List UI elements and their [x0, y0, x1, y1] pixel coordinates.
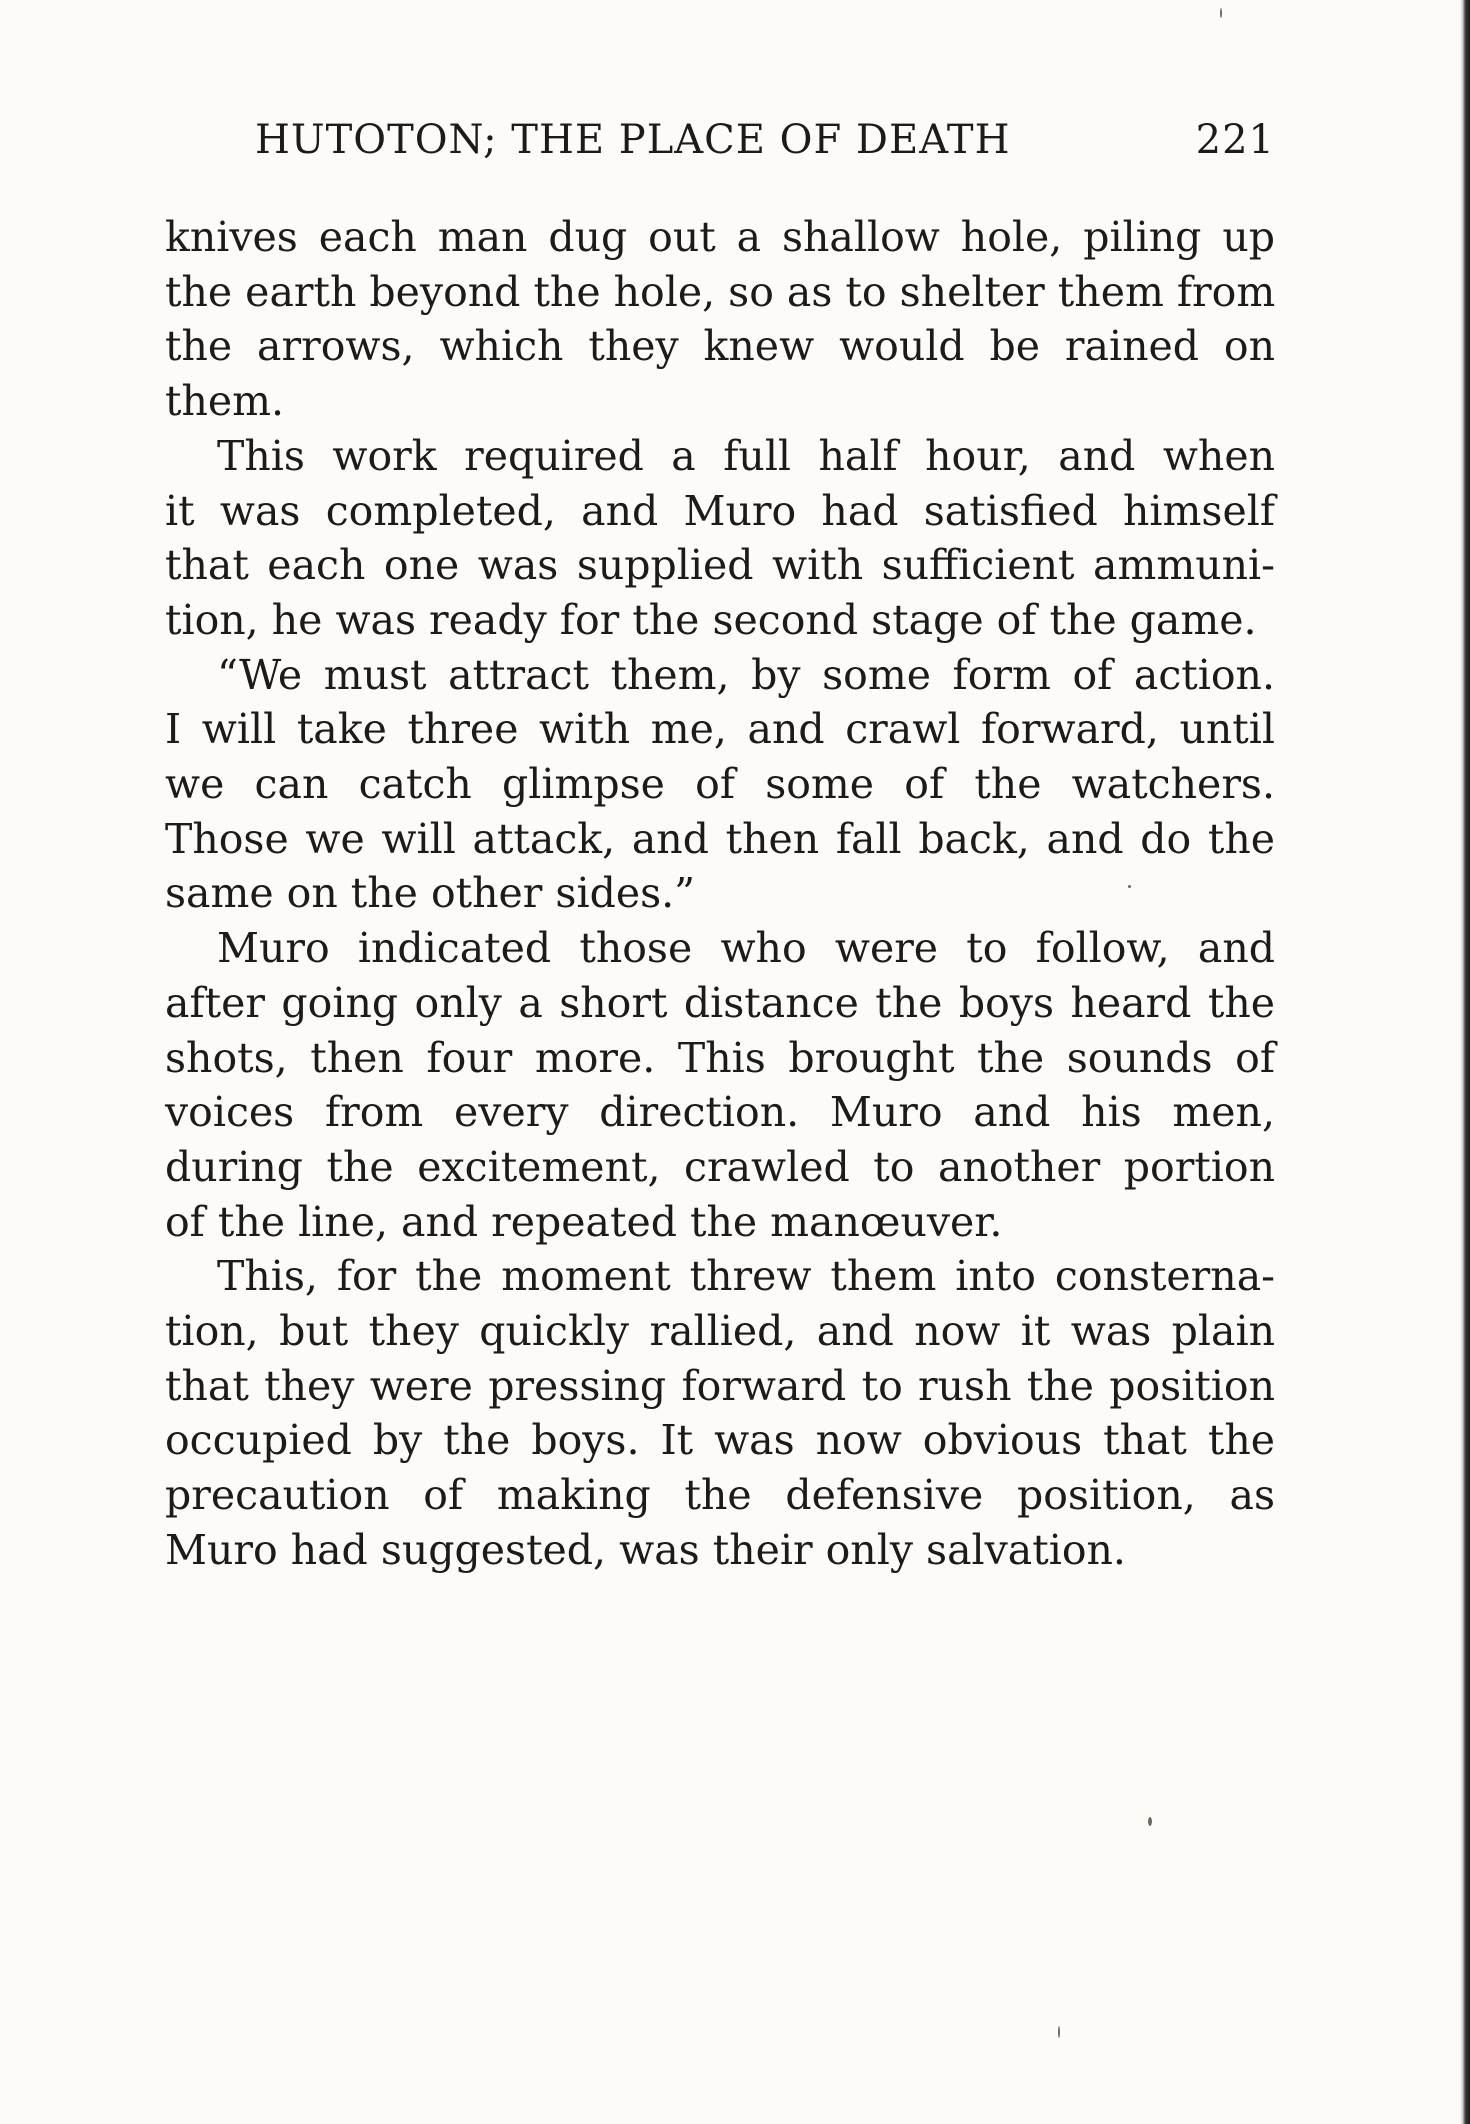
- paragraph: [165, 210, 1275, 429]
- binding-gutter: [1460, 0, 1470, 2124]
- text-line: Those we will attack, and then fall back, and do the: [165, 814, 1275, 863]
- text-line: it was completed, and Muro had satisfied himself: [165, 486, 1275, 535]
- text-line: same on the other sides.”: [165, 869, 696, 918]
- text-line: them.: [165, 377, 285, 426]
- paper-speck: [1128, 885, 1131, 888]
- paper-speck: [1220, 8, 1222, 18]
- text-line: the earth beyond the hole, so as to shelter them from: [165, 267, 1276, 316]
- text-line: This, for the moment threw them into consterna-: [217, 1252, 1275, 1301]
- paragraph: [165, 648, 1275, 922]
- text-line: we can catch glimpse of some of the watchers.: [165, 760, 1275, 809]
- paragraph: [165, 429, 1275, 648]
- text-line: Muro indicated those who were to follow, and: [217, 924, 1275, 973]
- page-header: [255, 117, 1275, 177]
- text-line: knives each man dug out a shallow hole, piling up: [165, 213, 1275, 261]
- paragraph: [165, 1249, 1275, 1577]
- text-line: tion, he was ready for the second stage of the game.: [165, 595, 1257, 644]
- text-line: during the excitement, crawled to another portion: [165, 1142, 1275, 1191]
- page-number: 221: [1195, 117, 1275, 163]
- paper-speck: [1148, 1817, 1152, 1826]
- text-line: voices from every direction. Muro and his men,: [165, 1088, 1275, 1137]
- text-line: the arrows, which they knew would be rained on: [165, 322, 1275, 371]
- text-line: that each one was supplied with sufficient ammuni-: [165, 541, 1275, 590]
- text-line: shots, then four more. This brought the sounds of: [165, 1033, 1275, 1082]
- text-line: after going only a short distance the boys heard the: [165, 978, 1275, 1027]
- text-line: tion, but they quickly rallied, and now it was plain: [165, 1307, 1275, 1356]
- text-line: “We must attract them, by some form of action.: [217, 650, 1275, 699]
- paper-speck: [1058, 2026, 1060, 2038]
- text-line: occupied by the boys. It was now obvious that the: [165, 1416, 1275, 1465]
- paragraph: [165, 921, 1275, 1249]
- text-line: precaution of making the defensive position, as: [165, 1471, 1275, 1520]
- text-line: I will take three with me, and crawl forward, until: [165, 705, 1275, 754]
- text-line: of the line, and repeated the manœuver.: [165, 1197, 1003, 1246]
- text-line: This work required a full half hour, and when: [217, 431, 1275, 480]
- text-line: that they were pressing forward to rush the position: [165, 1361, 1275, 1410]
- body-text: [165, 210, 1275, 1578]
- text-line: Muro had suggested, was their only salvation.: [165, 1525, 1126, 1574]
- running-head: HUTOTON; THE PLACE OF DEATH: [255, 117, 1011, 163]
